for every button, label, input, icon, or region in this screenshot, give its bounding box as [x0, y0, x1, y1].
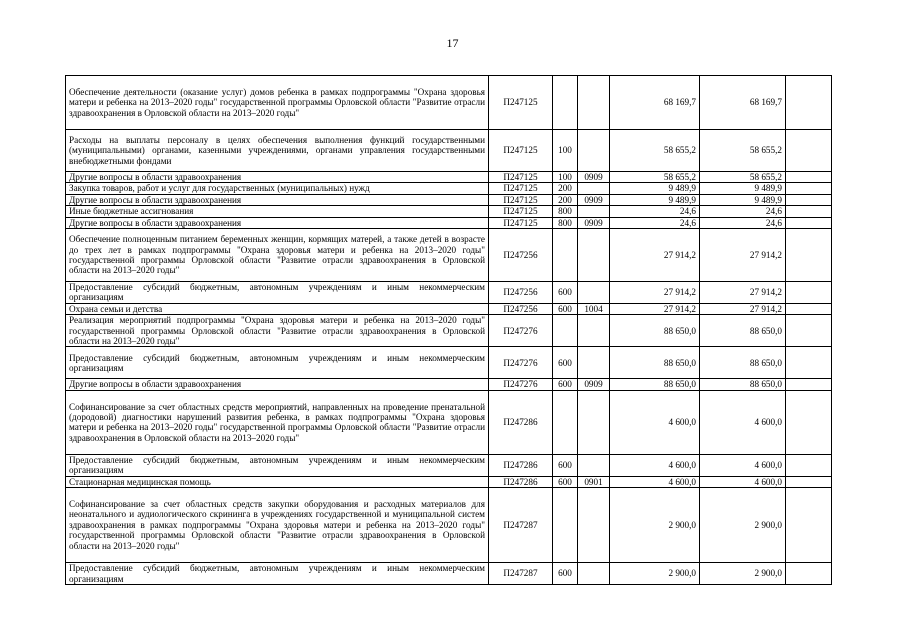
row-expense-type [553, 315, 578, 347]
row-description: Другие вопросы в области здравоохранения [66, 194, 489, 205]
row-amount-approved: 24,6 [700, 217, 786, 228]
table-row [66, 172, 832, 183]
row-section-code [578, 488, 610, 563]
row-target-code: П247287 [489, 563, 553, 585]
table-row [66, 217, 832, 228]
row-amount-approved: 9 489,9 [700, 183, 786, 194]
row-description: Софинансирование за счет областных средств мероприятий, направленных на проведение пренатальной (дородовой) диагностики нарушений развития ребенка, в рамках подпрограммы "Охрана здоровья матери и ребенка на 2013–2020 годы" государственной программы Орловской области "Развитие отрасли здравоохранения в Орловской области на 2013–2020 годы" [66, 390, 489, 454]
row-expense-type: 600 [553, 282, 578, 304]
row-extra-cell [786, 303, 832, 314]
row-amount: 9 489,9 [610, 194, 700, 205]
row-amount-approved: 2 900,0 [700, 563, 786, 585]
row-extra-cell [786, 183, 832, 194]
row-description: Стационарная медицинская помощь [66, 476, 489, 487]
row-target-code: П247125 [489, 130, 553, 172]
table-row [66, 183, 832, 194]
row-expense-type: 600 [553, 379, 578, 390]
page-number: 17 [446, 36, 459, 50]
row-target-code: П247125 [489, 194, 553, 205]
row-amount-approved: 24,6 [700, 206, 786, 217]
table-row [66, 130, 832, 172]
table-row [66, 229, 832, 282]
row-amount-approved: 88 650,0 [700, 315, 786, 347]
row-extra-cell [786, 476, 832, 487]
row-amount-approved: 88 650,0 [700, 347, 786, 379]
row-amount-approved: 27 914,2 [700, 303, 786, 314]
row-expense-type: 200 [553, 194, 578, 205]
row-target-code: П247276 [489, 347, 553, 379]
row-amount-approved: 4 600,0 [700, 390, 786, 454]
row-description: Реализация мероприятий подпрограммы "Охрана здоровья матери и ребенка на 2013–2020 годы" государственной программы Орловской области "Развитие отрасли здравоохранения в Орловской области на 2013–2020 годы" [66, 315, 489, 347]
table-row [66, 315, 832, 347]
row-description: Обеспечение деятельности (оказание услуг) домов ребенка в рамках подпрограммы "Охрана здоровья матери и ребенка на 2013–2020 годы" государственной программы Орловской области "Развитие отрасли здравоохранения в Орловской области на 2013–2020 годы" [66, 76, 489, 130]
row-section-code [578, 282, 610, 304]
row-target-code: П247256 [489, 229, 553, 282]
row-extra-cell [786, 130, 832, 172]
row-section-code: 0909 [578, 379, 610, 390]
row-section-code: 0901 [578, 476, 610, 487]
row-amount-approved: 27 914,2 [700, 229, 786, 282]
row-amount: 24,6 [610, 217, 700, 228]
table-row [66, 76, 832, 130]
row-extra-cell [786, 217, 832, 228]
row-amount: 27 914,2 [610, 282, 700, 304]
table-row [66, 454, 832, 476]
table-row [66, 390, 832, 454]
row-target-code: П247125 [489, 172, 553, 183]
row-amount: 9 489,9 [610, 183, 700, 194]
row-section-code [578, 563, 610, 585]
table-row [66, 476, 832, 487]
row-expense-type [553, 390, 578, 454]
row-amount-approved: 27 914,2 [700, 282, 786, 304]
row-extra-cell [786, 315, 832, 347]
row-amount: 27 914,2 [610, 229, 700, 282]
row-target-code: П247125 [489, 76, 553, 130]
row-expense-type: 600 [553, 476, 578, 487]
row-description: Софинансирование за счет областных средств закупки оборудования и расходных материалов для неонатального и аудиологического скрининга в учреждениях государственной и муниципальной систем здравоохранения в рамках подпрограммы "Охрана здоровья матери и ребенка на 2013–2020 годы" государственной программы Орловской области "Развитие отрасли здравоохранения в Орловской области на 2013–2020 годы" [66, 488, 489, 563]
row-target-code: П247286 [489, 476, 553, 487]
row-description: Предоставление субсидий бюджетным, автономным учреждениям и иным некоммерческим организациям [66, 282, 489, 304]
row-description: Предоставление субсидий бюджетным, автономным учреждениям и иным некоммерческим организациям [66, 454, 489, 476]
row-section-code: 0909 [578, 194, 610, 205]
row-expense-type: 100 [553, 172, 578, 183]
row-target-code: П247287 [489, 488, 553, 563]
budget-table [65, 75, 832, 585]
table-row [66, 379, 832, 390]
row-target-code: П247125 [489, 183, 553, 194]
row-extra-cell [786, 229, 832, 282]
table-row [66, 347, 832, 379]
row-amount: 88 650,0 [610, 379, 700, 390]
row-extra-cell [786, 379, 832, 390]
row-amount: 88 650,0 [610, 347, 700, 379]
row-section-code [578, 206, 610, 217]
row-amount-approved: 58 655,2 [700, 130, 786, 172]
table-row [66, 206, 832, 217]
row-extra-cell [786, 282, 832, 304]
row-extra-cell [786, 347, 832, 379]
row-description: Другие вопросы в области здравоохранения [66, 379, 489, 390]
row-amount-approved: 2 900,0 [700, 488, 786, 563]
row-description: Предоставление субсидий бюджетным, автономным учреждениям и иным некоммерческим организациям [66, 347, 489, 379]
row-expense-type: 100 [553, 130, 578, 172]
row-amount-approved: 88 650,0 [700, 379, 786, 390]
row-amount: 58 655,2 [610, 130, 700, 172]
row-target-code: П247286 [489, 454, 553, 476]
row-expense-type: 800 [553, 206, 578, 217]
row-expense-type: 200 [553, 183, 578, 194]
row-section-code [578, 454, 610, 476]
row-amount: 4 600,0 [610, 476, 700, 487]
row-expense-type: 600 [553, 303, 578, 314]
table-row [66, 303, 832, 314]
table-row [66, 563, 832, 585]
row-target-code: П247276 [489, 379, 553, 390]
row-description: Закупка товаров, работ и услуг для государственных (муниципальных) нужд [66, 183, 489, 194]
row-section-code [578, 347, 610, 379]
row-extra-cell [786, 194, 832, 205]
row-description: Иные бюджетные ассигнования [66, 206, 489, 217]
row-amount: 4 600,0 [610, 454, 700, 476]
row-description: Предоставление субсидий бюджетным, автономным учреждениям и иным некоммерческим организациям [66, 563, 489, 585]
row-target-code: П247125 [489, 217, 553, 228]
row-target-code: П247256 [489, 303, 553, 314]
row-amount: 68 169,7 [610, 76, 700, 130]
row-section-code [578, 183, 610, 194]
row-section-code [578, 76, 610, 130]
row-amount: 4 600,0 [610, 390, 700, 454]
row-extra-cell [786, 76, 832, 130]
row-amount: 24,6 [610, 206, 700, 217]
row-target-code: П247276 [489, 315, 553, 347]
row-expense-type: 800 [553, 217, 578, 228]
row-extra-cell [786, 390, 832, 454]
row-section-code [578, 315, 610, 347]
row-description: Другие вопросы в области здравоохранения [66, 217, 489, 228]
row-extra-cell [786, 206, 832, 217]
row-expense-type [553, 488, 578, 563]
row-expense-type: 600 [553, 454, 578, 476]
row-amount: 27 914,2 [610, 303, 700, 314]
row-target-code: П247286 [489, 390, 553, 454]
row-section-code: 0909 [578, 217, 610, 228]
row-section-code [578, 390, 610, 454]
row-amount-approved: 58 655,2 [700, 172, 786, 183]
row-extra-cell [786, 172, 832, 183]
row-extra-cell [786, 488, 832, 563]
row-amount-approved: 4 600,0 [700, 454, 786, 476]
row-section-code [578, 130, 610, 172]
row-expense-type [553, 229, 578, 282]
row-target-code: П247125 [489, 206, 553, 217]
row-target-code: П247256 [489, 282, 553, 304]
row-expense-type: 600 [553, 347, 578, 379]
row-section-code: 0909 [578, 172, 610, 183]
row-amount-approved: 9 489,9 [700, 194, 786, 205]
row-amount: 2 900,0 [610, 488, 700, 563]
row-amount-approved: 4 600,0 [700, 476, 786, 487]
row-expense-type: 600 [553, 563, 578, 585]
row-description: Обеспечение полноценным питанием беременных женщин, кормящих матерей, а также детей в возрасте до трех лет в рамках подпрограммы "Охрана здоровья матери и ребенка на 2013–2020 годы" государственной программы Орловской области "Развитие отрасли здравоохранения в Орловской области на 2013–2020 годы" [66, 229, 489, 282]
row-description: Охрана семьи и детства [66, 303, 489, 314]
table-row [66, 488, 832, 563]
row-description: Другие вопросы в области здравоохранения [66, 172, 489, 183]
row-extra-cell [786, 563, 832, 585]
row-description: Расходы на выплаты персоналу в целях обеспечения выполнения функций государственными (муниципальными) органами, казенными учреждениями, органами управления государственными внебюджетными фондами [66, 130, 489, 172]
row-amount: 88 650,0 [610, 315, 700, 347]
table-row [66, 194, 832, 205]
row-section-code [578, 229, 610, 282]
row-amount: 2 900,0 [610, 563, 700, 585]
table-row [66, 282, 832, 304]
row-expense-type [553, 76, 578, 130]
row-section-code: 1004 [578, 303, 610, 314]
row-amount-approved: 68 169,7 [700, 76, 786, 130]
row-amount: 58 655,2 [610, 172, 700, 183]
row-extra-cell [786, 454, 832, 476]
